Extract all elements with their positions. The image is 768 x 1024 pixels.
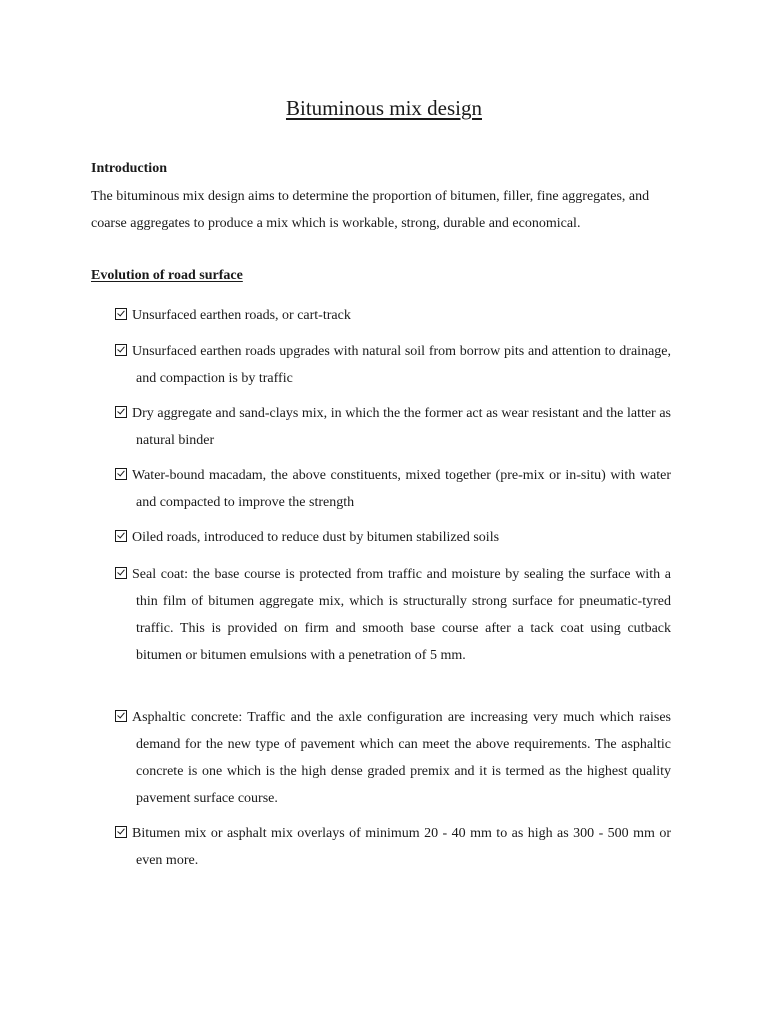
list-item bbox=[115, 561, 671, 669]
introduction-paragraph: The bituminous mix design aims to determine the proportion of bitumen, filler, fine aggregates, and coarse aggregates to produce a mix which is workable, strong, durable and economical. bbox=[91, 189, 650, 231]
list-item bbox=[115, 820, 671, 874]
checkbox-checked-icon bbox=[115, 468, 127, 480]
checkbox-checked-icon bbox=[115, 826, 127, 838]
list-item-text: Seal coat: the base course is protected from traffic and moisture by sealing the surface with a thin film of bitumen aggregate mix, which is structurally strong surface for pneumatic-tyred traffic. This is provided on firm and smooth base course after a tack coat using cutback bitumen or bitumen emulsions with a penetration of 5 mm. bbox=[132, 567, 671, 663]
introduction-heading: Introduction bbox=[91, 161, 167, 176]
document-title bbox=[0, 95, 768, 121]
checkbox-checked-icon bbox=[115, 530, 127, 542]
list-item-text: Unsurfaced earthen roads upgrades with natural soil from borrow pits and attention to drainage, and compaction is by traffic bbox=[132, 344, 671, 386]
checkbox-checked-icon bbox=[115, 406, 127, 418]
list-item bbox=[115, 462, 671, 516]
list-item bbox=[115, 302, 671, 329]
list-item-text: Oiled roads, introduced to reduce dust by bitumen stabilized soils bbox=[132, 530, 500, 545]
list-item-text: Asphaltic concrete: Traffic and the axle configuration are increasing very much which raises demand for the new type of pavement which can meet the above requirements. The asphaltic concrete is one which is the high dense graded premix and it is termed as the highest quality pavement surface course. bbox=[132, 710, 671, 806]
checkbox-checked-icon bbox=[115, 308, 127, 320]
document-title-text: Bituminous mix design bbox=[285, 96, 482, 120]
list-item-text: Dry aggregate and sand-clays mix, in which the the former act as wear resistant and the latter as natural binder bbox=[132, 406, 671, 448]
checkbox-checked-icon bbox=[115, 710, 127, 722]
evolution-heading: Evolution of road surface bbox=[91, 268, 243, 283]
list-item bbox=[115, 338, 671, 392]
list-item-text: Unsurfaced earthen roads, or cart-track bbox=[132, 308, 351, 323]
list-item bbox=[115, 400, 671, 454]
checkbox-checked-icon bbox=[115, 567, 127, 579]
list-item bbox=[115, 524, 671, 551]
list-item-text: Bitumen mix or asphalt mix overlays of minimum 20 - 40 mm to as high as 300 - 500 mm or even more. bbox=[132, 826, 671, 868]
list-item-text: Water-bound macadam, the above constituents, mixed together (pre-mix or in-situ) with water and compacted to improve the strength bbox=[132, 468, 671, 510]
list-item bbox=[115, 704, 671, 812]
checkbox-checked-icon bbox=[115, 344, 127, 356]
